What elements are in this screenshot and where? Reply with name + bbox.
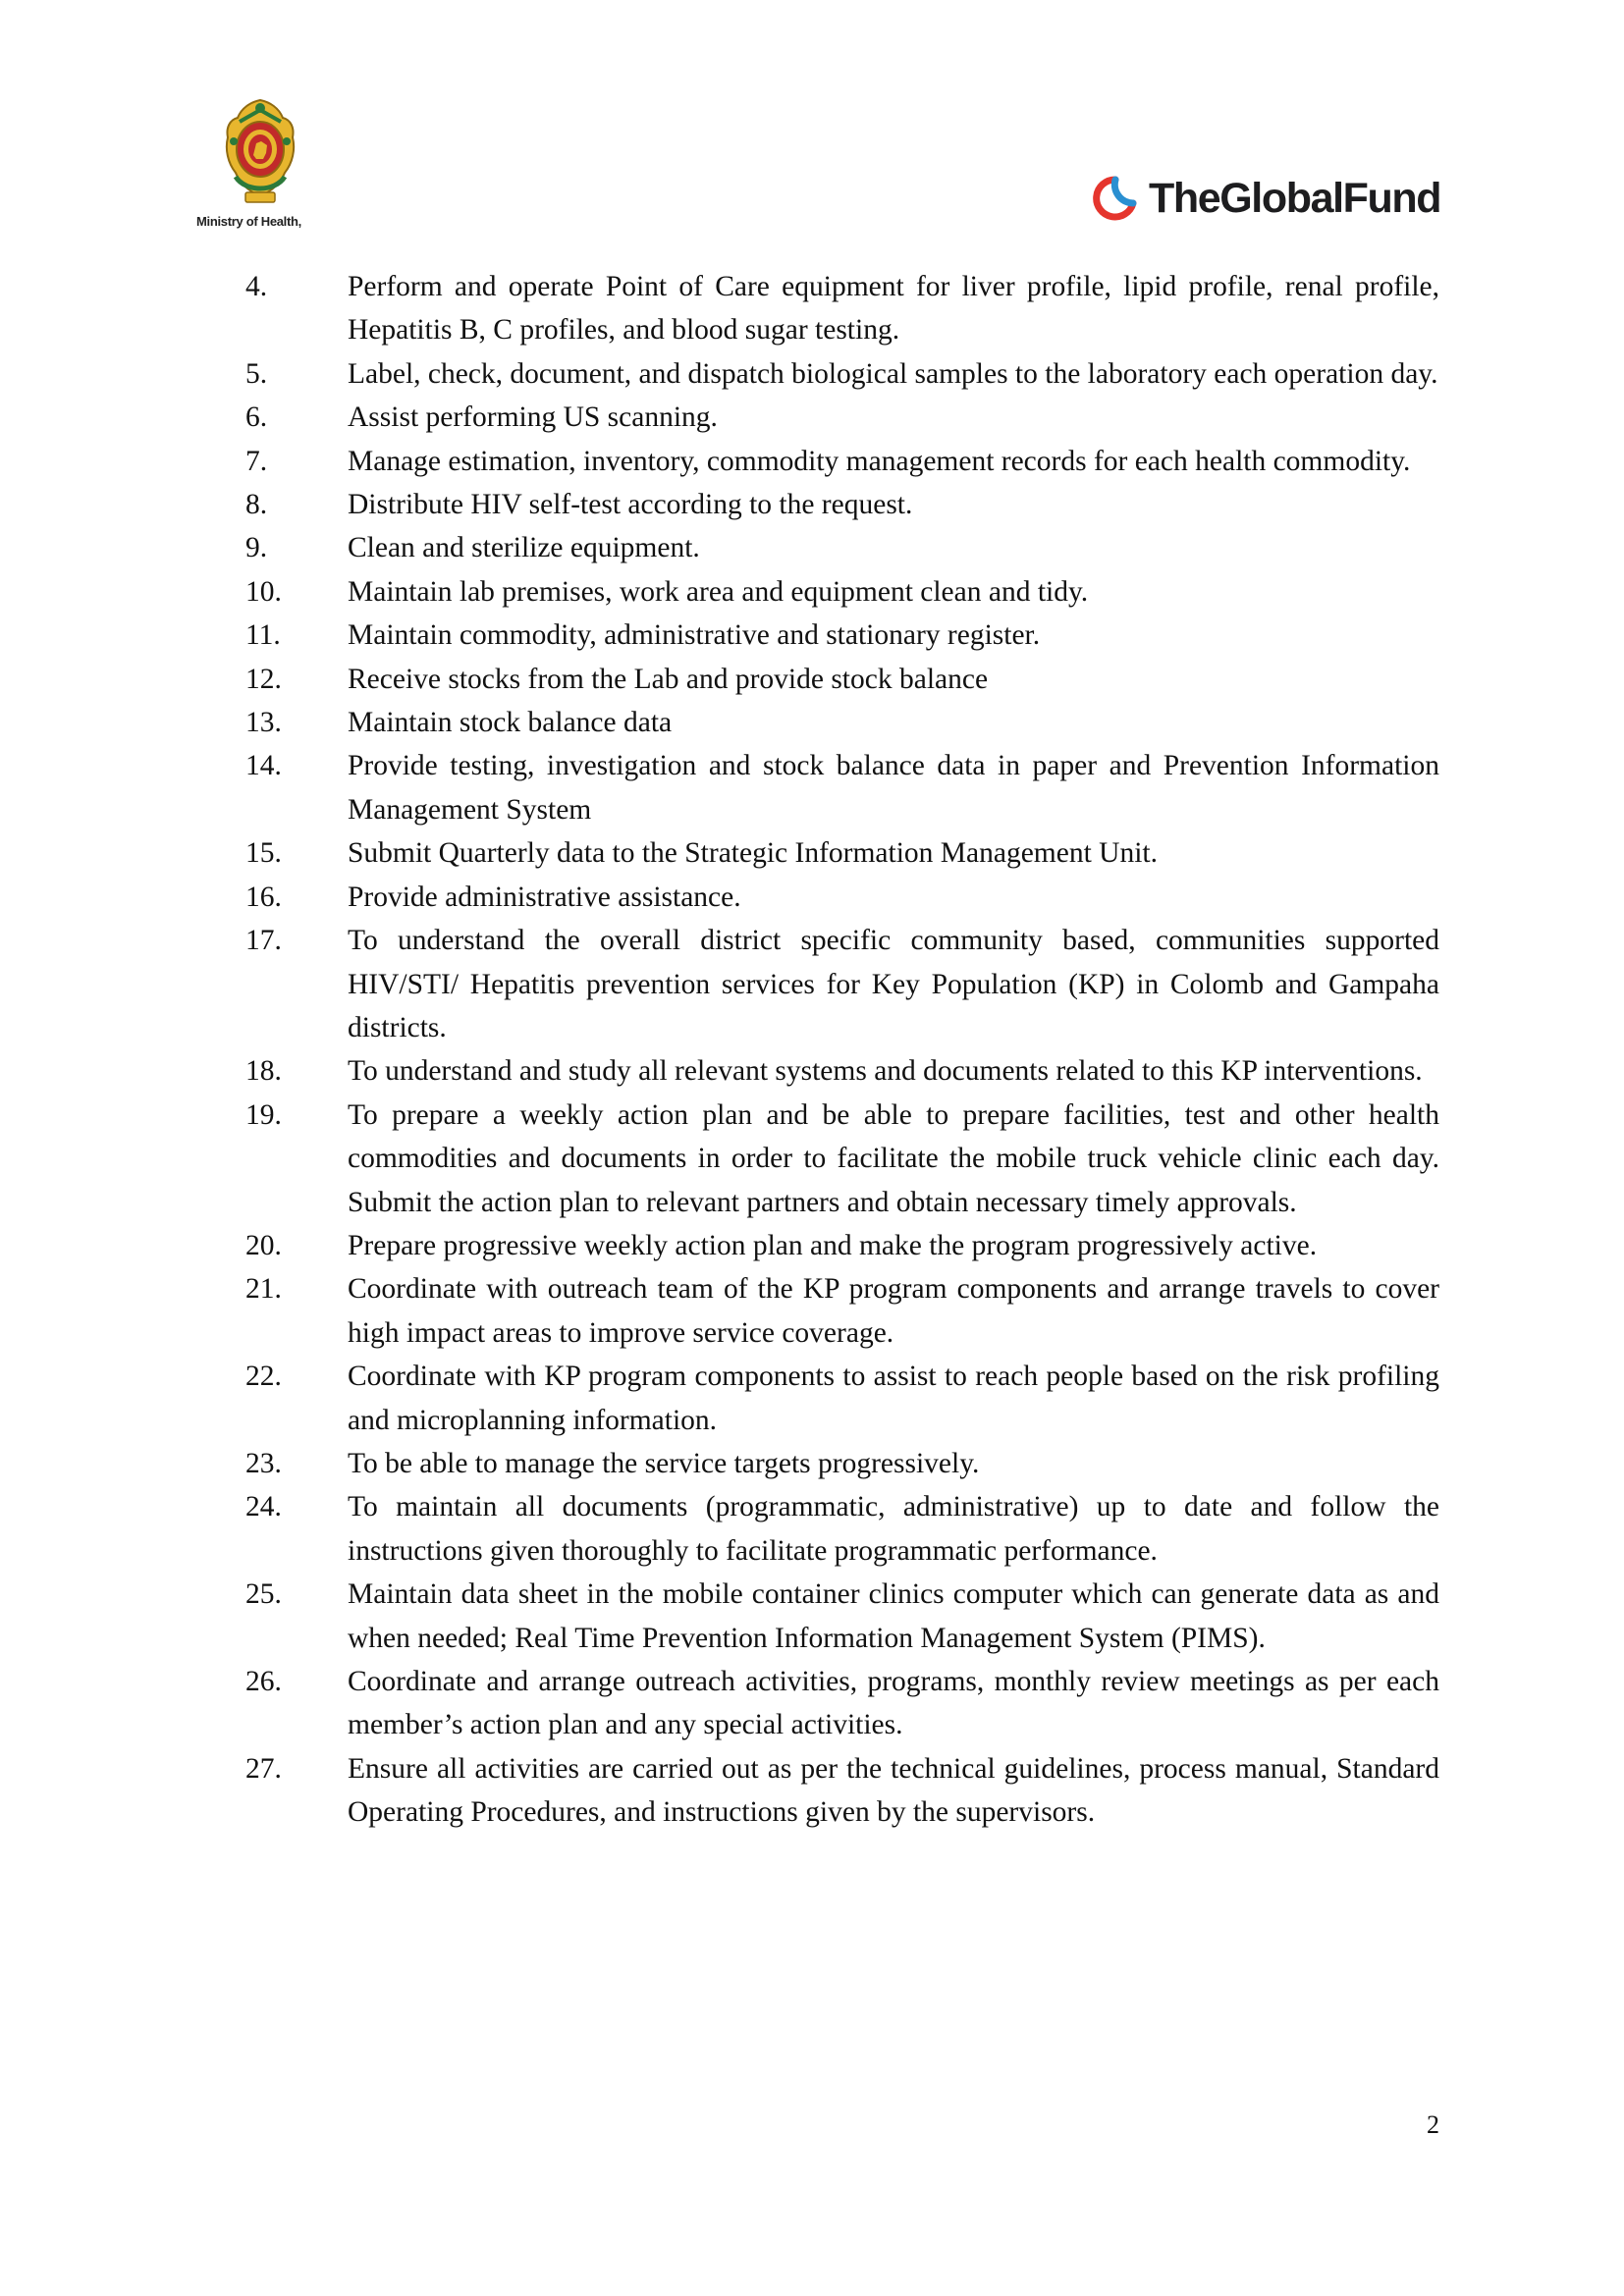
duties-list-section <box>245 265 1439 1835</box>
list-item <box>245 1267 1439 1355</box>
list-item-number: 26. <box>245 1666 282 1697</box>
list-item-text: Clean and sterilize equipment. <box>348 532 700 564</box>
ministry-of-health-caption: Ministry of Health, <box>196 214 301 229</box>
list-item-text: Maintain data sheet in the mobile container clinics computer which can generate data as and when needed; Real Time Prevention Information Management System (PIMS). <box>348 1578 1439 1654</box>
list-item-number: 23. <box>245 1447 282 1479</box>
list-item <box>245 701 1439 744</box>
list-item-number: 27. <box>245 1752 282 1785</box>
list-item <box>245 352 1439 396</box>
list-item-text: Maintain stock balance data <box>348 707 673 739</box>
list-item <box>245 744 1439 831</box>
list-item-number: 9. <box>245 532 268 564</box>
list-item-text: Ensure all activities are carried out as per the technical guidelines, process manual, Standard Operating Procedures, and instructions given by the supervisors. <box>348 1752 1439 1829</box>
list-item-number: 24. <box>245 1491 282 1523</box>
list-item-text: To maintain all documents (programmatic, administrative) up to date and follow the instructions given thoroughly to facilitate programmatic performance. <box>348 1491 1439 1567</box>
list-item-text: Coordinate and arrange outreach activities, programs, monthly review meetings as per each member’s action plan and any special activities. <box>348 1666 1439 1741</box>
list-item-text: Manage estimation, inventory, commodity management records for each health commodity. <box>348 445 1411 477</box>
list-item-number: 22. <box>245 1361 282 1393</box>
list-item-text: To understand the overall district specific community based, communities supported HIV/STI/ Hepatitis prevention services for Key Population (KP) in Colomb and Gampaha districts. <box>348 925 1439 1043</box>
list-item-number: 21. <box>245 1273 282 1306</box>
list-item <box>245 1355 1439 1442</box>
sri-lanka-emblem-icon <box>224 98 297 208</box>
list-item <box>245 1442 1439 1485</box>
page-header <box>0 0 1624 245</box>
list-item <box>245 831 1439 875</box>
list-item <box>245 526 1439 569</box>
list-item-text: Prepare progressive weekly action plan and make the program progressively active. <box>348 1229 1318 1261</box>
list-item-text: Coordinate with KP program components to assist to reach people based on the risk profiling and microplanning information. <box>348 1361 1439 1436</box>
list-item-text: Coordinate with outreach team of the KP program components and arrange travels to cover high impact areas to improve service coverage. <box>348 1273 1439 1349</box>
list-item-text: Maintain commodity, administrative and stationary register. <box>348 619 1041 652</box>
list-item-number: 16. <box>245 881 282 913</box>
list-item <box>245 396 1439 439</box>
list-item-text: Provide administrative assistance. <box>348 881 741 913</box>
ministry-of-health-logo <box>196 98 324 236</box>
list-item-text: To prepare a weekly action plan and be able to prepare facilities, test and other health commodities and documents in order to facilitate the mobile truck vehicle clinic each day. Submit the action plan to relevant partners and obtain necessary timely approvals. <box>348 1098 1439 1218</box>
list-item <box>245 876 1439 919</box>
list-item-text: Assist performing US scanning. <box>348 401 718 434</box>
list-item-number: 17. <box>245 925 282 957</box>
list-item <box>245 1660 1439 1747</box>
list-item <box>245 440 1439 483</box>
list-item-number: 11. <box>245 619 281 652</box>
list-item <box>245 1485 1439 1573</box>
list-item <box>245 658 1439 701</box>
list-item <box>245 483 1439 526</box>
list-item-number: 25. <box>245 1578 282 1611</box>
list-item-number: 5. <box>245 357 268 390</box>
list-item-number: 10. <box>245 575 282 608</box>
list-item-number: 4. <box>245 271 268 302</box>
global-fund-mark-icon <box>1092 174 1141 223</box>
list-item-number: 6. <box>245 401 268 434</box>
duties-list <box>245 265 1439 1835</box>
list-item-text: Submit Quarterly data to the Strategic Information Management Unit. <box>348 837 1158 870</box>
list-item-text: Distribute HIV self-test according to the request. <box>348 489 913 521</box>
global-fund-wordmark: TheGlobalFund <box>1149 174 1441 222</box>
list-item <box>245 614 1439 657</box>
list-item-text: Label, check, document, and dispatch biological samples to the laboratory each operation day. <box>348 357 1438 390</box>
list-item-number: 18. <box>245 1055 282 1088</box>
list-item <box>245 570 1439 614</box>
list-item-number: 12. <box>245 663 282 695</box>
list-item-number: 8. <box>245 489 268 521</box>
list-item-text: Maintain lab premises, work area and equipment clean and tidy. <box>348 575 1089 608</box>
list-item <box>245 1049 1439 1093</box>
list-item-text: Receive stocks from the Lab and provide stock balance <box>348 663 989 695</box>
list-item-number: 20. <box>245 1229 282 1261</box>
page-number: 2 <box>1427 2110 1439 2139</box>
list-item-text: Perform and operate Point of Care equipment for liver profile, lipid profile, renal profile, Hepatitis B, C profiles, and blood sugar testing. <box>348 271 1439 347</box>
list-item <box>245 265 1439 352</box>
list-item <box>245 1094 1439 1224</box>
global-fund-logo <box>1092 171 1440 226</box>
list-item-number: 7. <box>245 445 268 477</box>
list-item <box>245 1747 1439 1835</box>
list-item <box>245 1573 1439 1660</box>
list-item-number: 14. <box>245 750 282 782</box>
list-item-number: 15. <box>245 837 282 870</box>
list-item <box>245 919 1439 1049</box>
list-item-text: To understand and study all relevant systems and documents related to this KP interventions. <box>348 1055 1423 1088</box>
list-item-number: 19. <box>245 1098 282 1131</box>
list-item-text: To be able to manage the service targets progressively. <box>348 1447 980 1479</box>
list-item-text: Provide testing, investigation and stock balance data in paper and Prevention Information Management System <box>348 750 1439 826</box>
list-item <box>245 1224 1439 1267</box>
list-item-number: 13. <box>245 707 282 739</box>
